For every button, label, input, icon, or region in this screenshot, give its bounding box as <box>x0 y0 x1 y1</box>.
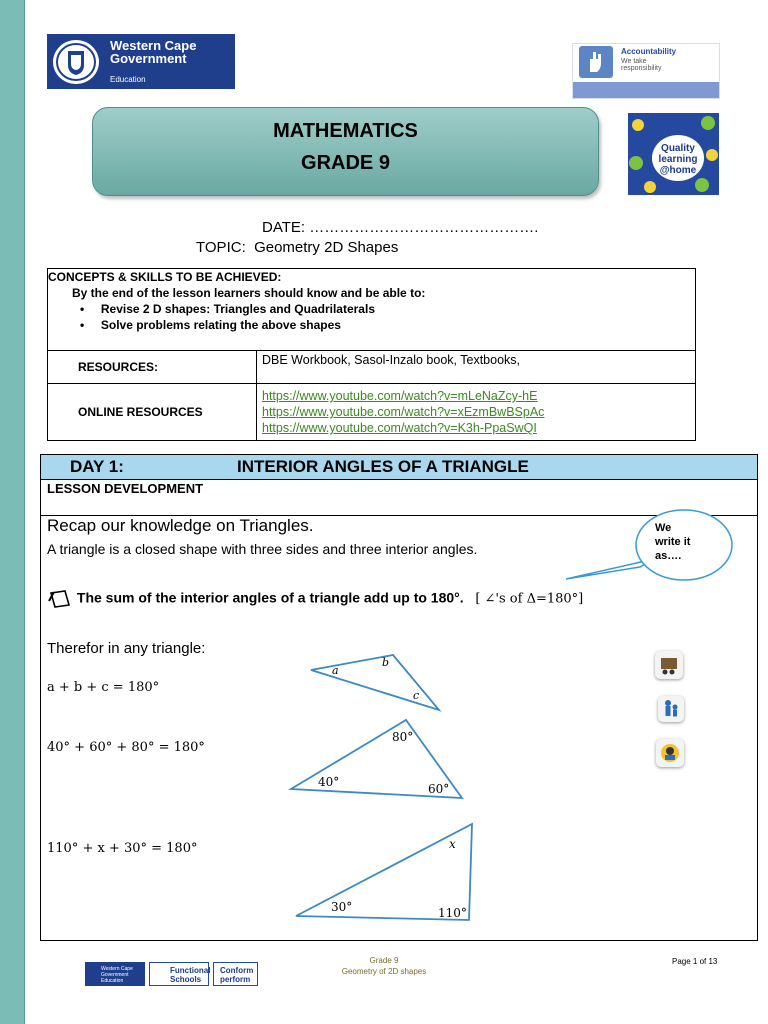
wcg-logo <box>47 34 235 89</box>
triangle-1-label-a: a <box>332 664 339 677</box>
online-resources-links <box>257 384 696 441</box>
subject-title-box <box>92 107 599 196</box>
accountability-logo <box>572 43 720 99</box>
accountability-strip <box>573 82 719 98</box>
triangle-2-label-40: 40° <box>318 775 340 789</box>
page-number: Page 1 of 13 <box>672 957 718 966</box>
footer-topic: Geometry of 2D shapes <box>341 967 427 976</box>
wcg-logo-line3: Education <box>110 75 146 84</box>
concepts-cell <box>48 269 696 351</box>
concept-bullet-1: • Revise 2 D shapes: Triangles and Quadrilaterals <box>80 302 375 316</box>
ql-line3: @home <box>659 165 697 176</box>
speech-line-1: We <box>655 522 672 534</box>
resources-value: DBE Workbook, Sasol-Inzalo book, Textbooks, <box>257 351 696 384</box>
triangle-definition: A triangle is a closed shape with three sides and three interior angles. <box>47 541 478 557</box>
therefor-text: Therefor in any triangle: <box>47 640 206 657</box>
equation-2: 40° + 60° + 80° = 180° <box>47 740 205 755</box>
concept-bullet-2: • Solve problems relating the above shapes <box>80 318 341 332</box>
speech-bubble <box>560 503 736 585</box>
triangle-x-30-110 <box>290 818 480 925</box>
quality-learning-bubble <box>652 135 704 181</box>
topic-line <box>196 239 398 256</box>
footer-conform-perform-logo: Conform perform <box>213 962 258 986</box>
raised-hand-icon <box>579 46 613 78</box>
resources-label: RESOURCES: <box>48 351 257 384</box>
coat-of-arms-icon <box>51 37 101 87</box>
recap-heading: Recap our knowledge on Triangles. <box>47 516 314 535</box>
accountability-subtitle-1: We take <box>621 58 647 65</box>
triangle-3-label-30: 30° <box>331 900 353 914</box>
quality-learning-logo <box>628 113 719 195</box>
ql-line2: learning <box>658 154 698 165</box>
ql-line1: Quality <box>661 143 695 154</box>
angle-sum-bracket: [ ∠'s of Δ=180°] <box>475 591 584 607</box>
triangle-40-60-80 <box>285 715 470 803</box>
triangle-1-label-c: c <box>413 689 420 702</box>
subject-title: MATHEMATICS <box>273 120 418 142</box>
left-sidebar-strip <box>0 0 25 1024</box>
accountability-title: Accountability <box>621 47 677 56</box>
learner-icon[interactable] <box>656 739 684 767</box>
concept-bullet-2-text: Solve problems relating the above shapes <box>100 318 341 332</box>
topic-value: Geometry 2D Shapes <box>254 239 399 256</box>
angle-sum-text: The sum of the interior angles of a triangle add up to 180°. <box>76 589 464 606</box>
triangle-3-label-x: x <box>449 837 456 851</box>
equation-3: 110° + x + 30° = 180° <box>47 841 198 856</box>
triangle-3-label-110: 110° <box>438 906 467 920</box>
footer-grade: Grade 9 <box>369 956 399 965</box>
grade-title: GRADE 9 <box>301 152 390 174</box>
youtube-link-1[interactable]: https://www.youtube.com/watch?v=mLeNaZcy-hE <box>262 389 538 403</box>
concepts-table <box>47 268 696 441</box>
triangle-2-label-60: 60° <box>428 782 450 796</box>
triangle-2-label-80: 80° <box>392 730 414 744</box>
lesson-development-heading: LESSON DEVELOPMENT <box>47 481 204 496</box>
date-line: DATE: ………………………………………. <box>262 219 539 236</box>
day-label: DAY 1: <box>70 457 124 476</box>
topic-label: TOPIC: <box>196 239 246 256</box>
triangle-1-label-b: b <box>382 656 390 669</box>
day-title: INTERIOR ANGLES OF A TRIANGLE <box>237 457 529 476</box>
triangle-abc <box>300 650 450 715</box>
footer-wcg-logo: Western Cape Government Education <box>85 962 145 986</box>
teacher-board-icon[interactable] <box>655 651 683 679</box>
youtube-link-2[interactable]: https://www.youtube.com/watch?v=xEzmBwBSpAc <box>262 405 545 419</box>
parent-child-icon[interactable] <box>658 696 684 722</box>
concept-bullet-1-text: Revise 2 D shapes: Triangles and Quadrilaterals <box>100 302 375 316</box>
wcg-logo-line1: Western Cape <box>110 38 197 53</box>
speech-line-3: as…. <box>655 550 682 562</box>
accountability-subtitle-2: responsibility <box>621 65 662 72</box>
speech-line-2: write it <box>655 536 691 548</box>
notebook-pencil-icon <box>47 589 73 609</box>
wcg-logo-line2: Government <box>110 51 187 66</box>
concepts-intro: By the end of the lesson learners should know and be able to: <box>72 286 426 300</box>
footer-functional-schools-logo: Functional Schools <box>149 962 209 986</box>
angle-sum-statement <box>47 589 583 609</box>
equation-1: a + b + c = 180° <box>47 680 160 695</box>
youtube-link-3[interactable]: https://www.youtube.com/watch?v=K3h-PpaSwQI <box>262 421 537 435</box>
online-resources-label: ONLINE RESOURCES <box>48 384 257 441</box>
concepts-heading: CONCEPTS & SKILLS TO BE ACHIEVED: <box>48 270 282 284</box>
